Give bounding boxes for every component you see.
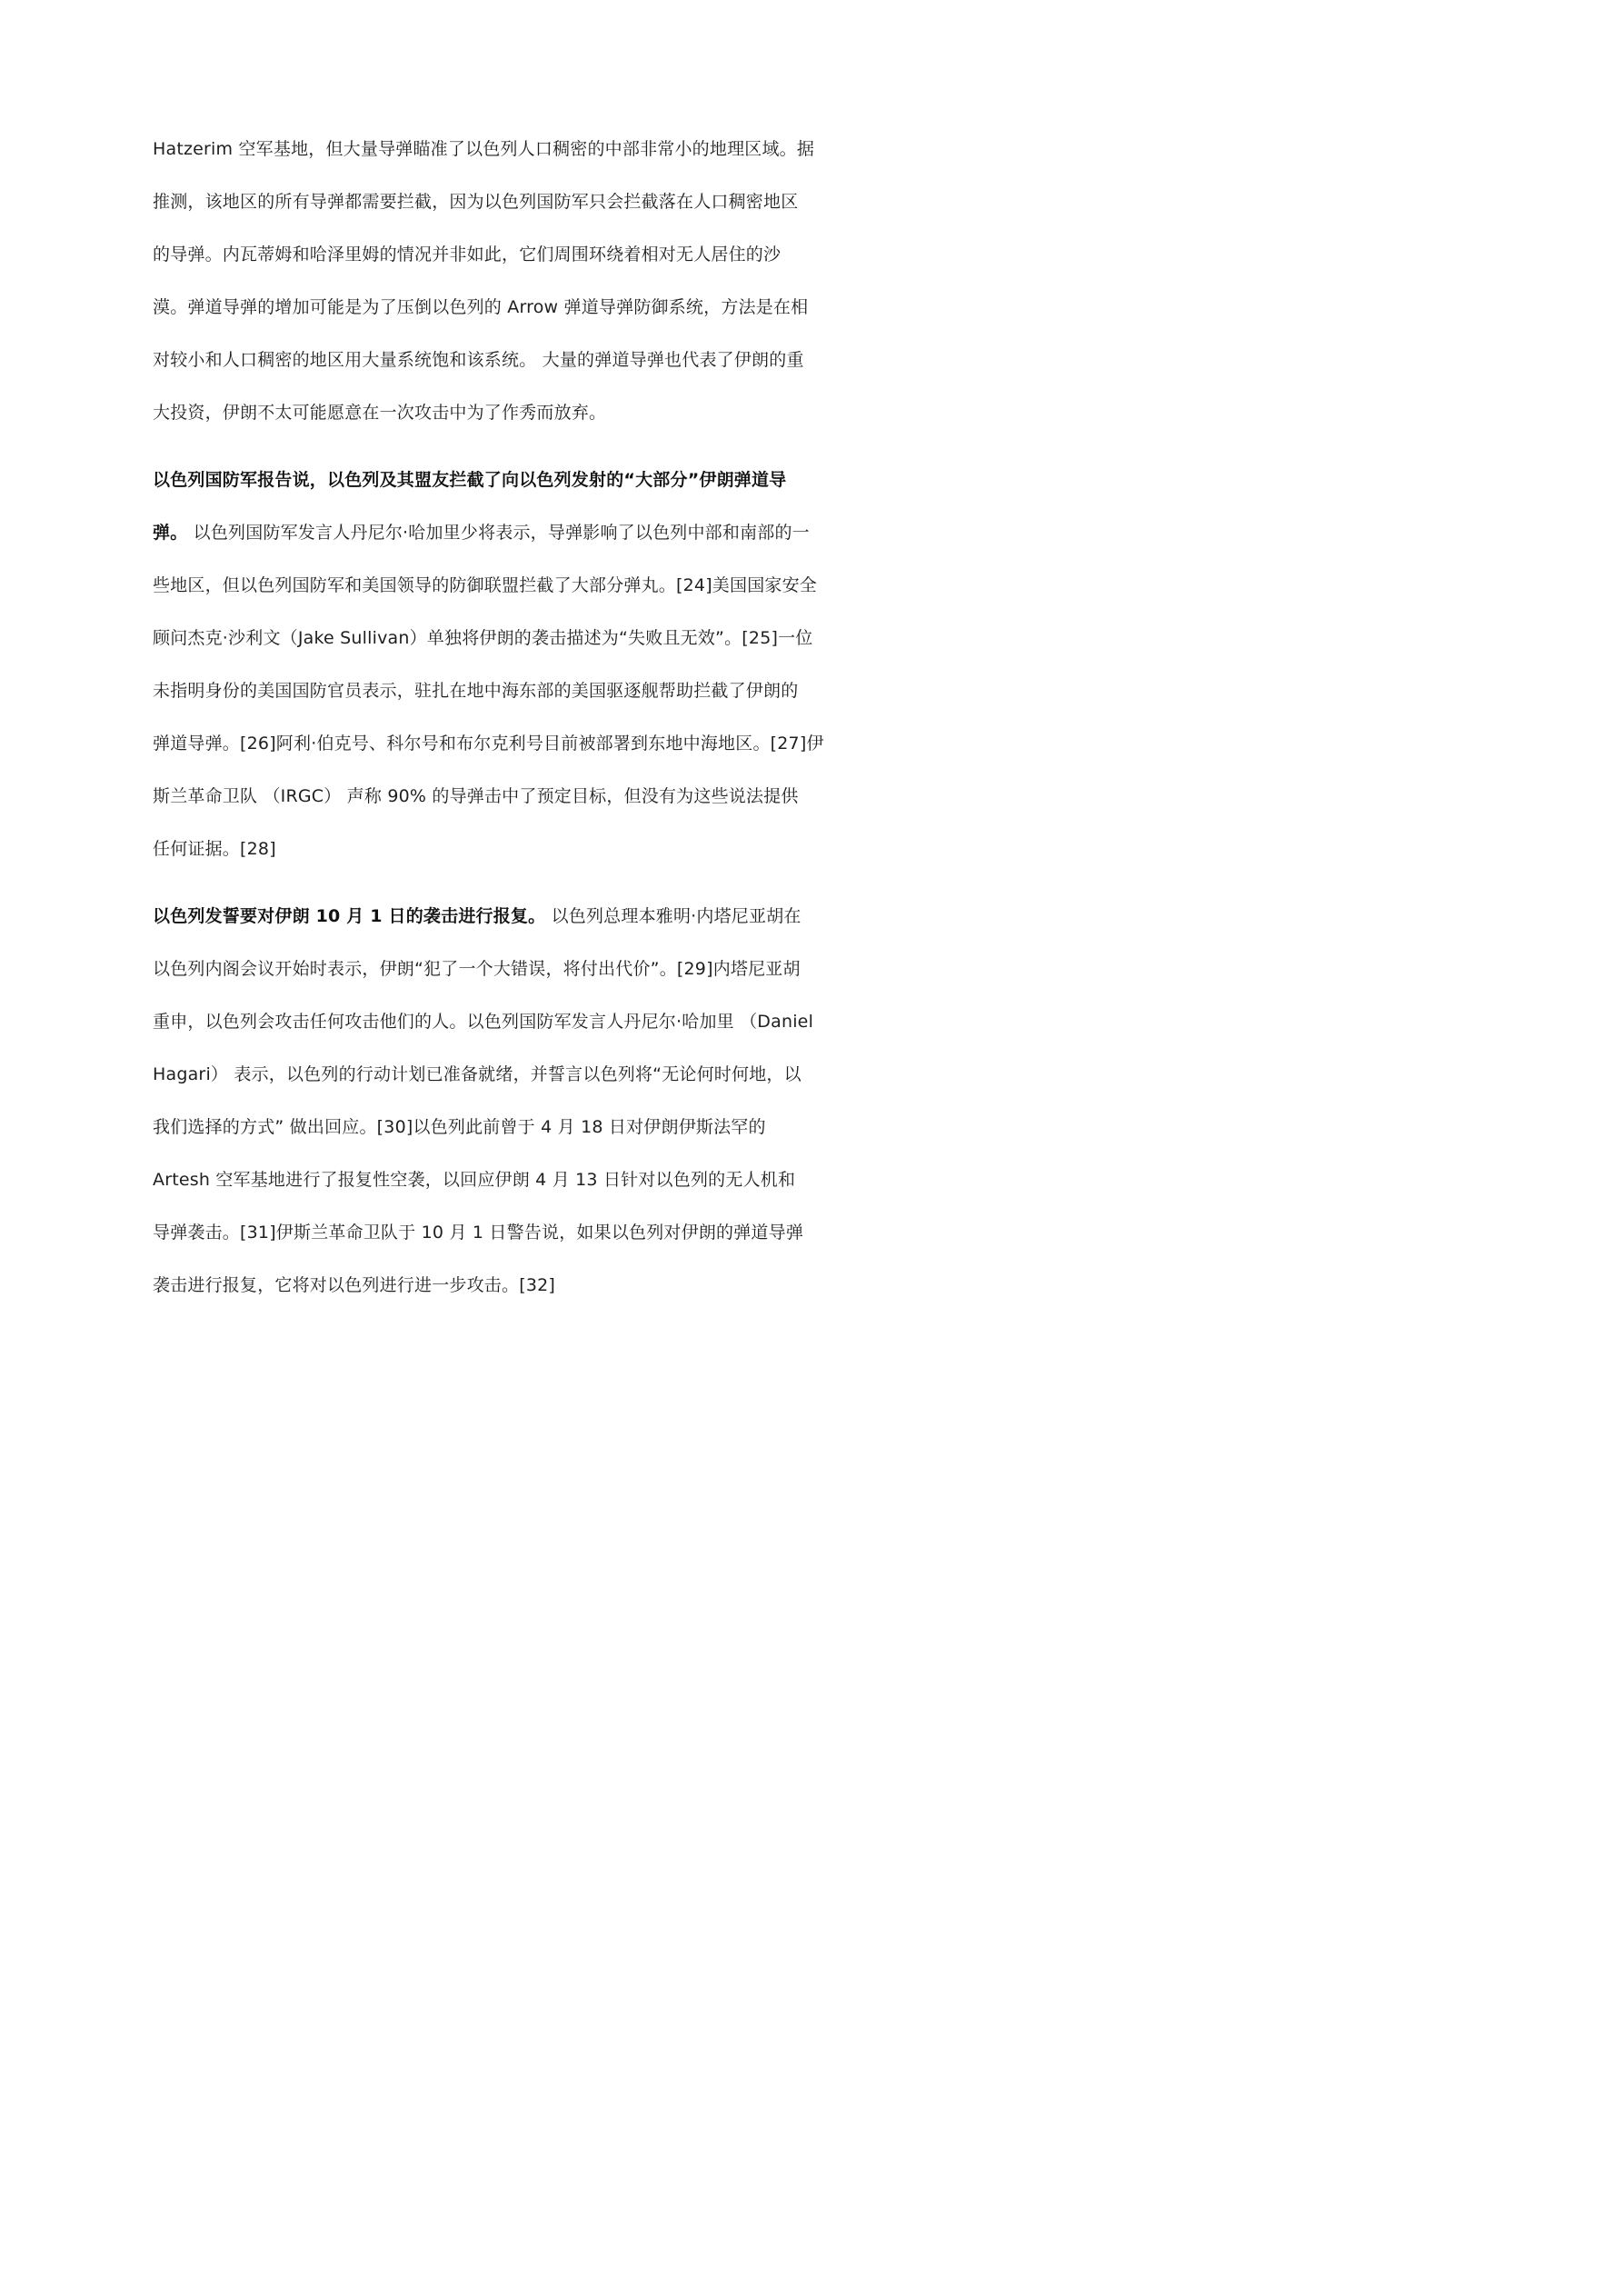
paragraph-line: 未指明身份的美国国防官员表示，驻扎在地中海东部的美国驱逐舰帮助拦截了伊朗的 [153,681,799,701]
paragraph-line [153,903,802,929]
paragraph-line: 导弹袭击。[31]伊斯兰革命卫队于 10 月 1 日警告说，如果以色列对伊朗的弹道导弹 [153,1223,804,1243]
paragraph-line: 推测，该地区的所有导弹都需要拦截，因为以色列国防军只会拦截落在人口稠密地区 [153,192,799,212]
paragraph-line [153,520,810,545]
document-page [0,0,1005,1422]
paragraph-line: 我们选择的方式” 做出回应。[30]以色列此前曾于 4 月 18 日对伊朗伊斯法罕的 [153,1117,766,1137]
paragraph-line: 任何证据。[28] [153,839,276,859]
paragraph-line: 重申，以色列会攻击任何攻击他们的人。以色列国防军发言人丹尼尔·哈加里 （Daniel [153,1012,814,1032]
paragraph-line: Hatzerim 空军基地，但大量导弹瞄准了以色列人口稠密的中部非常小的地理区域。据 [153,139,815,159]
paragraph-line: 弹道导弹。[26]阿利·伯克号、科尔号和布尔克利号目前被部署到东地中海地区。[27]伊 [153,734,824,754]
paragraph-line: 大投资，伊朗不太可能愿意在一次攻击中为了作秀而放弃。 [153,403,607,423]
paragraph-text: 以色列总理本雅明·内塔尼亚胡在 [545,906,802,926]
paragraph-heading-end: 弹。 [153,523,188,543]
paragraph-line: 斯兰革命卫队 （IRGC） 声称 90% 的导弹击中了预定目标，但没有为这些说法提供 [153,786,799,806]
paragraph-line: 对较小和人口稠密的地区用大量系统饱和该系统。 大量的弹道导弹也代表了伊朗的重 [153,350,804,370]
paragraph-line: 顾问杰克·沙利文（Jake Sullivan）单独将伊朗的袭击描述为“失败且无效”。[25]一位 [153,628,813,648]
paragraph-line: 的导弹。内瓦蒂姆和哈泽里姆的情况并非如此，它们周围环绕着相对无人居住的沙 [153,245,782,265]
paragraph-line: Hagari） 表示，以色列的行动计划已准备就绪，并誓言以色列将“无论何时何地，以 [153,1064,802,1084]
paragraph-line: 漠。弹道导弹的增加可能是为了压倒以色列的 Arrow 弹道导弹防御系统，方法是在相 [153,297,809,317]
paragraph-line: 以色列内阁会议开始时表示，伊朗“犯了一个大错误，将付出代价”。[29]内塔尼亚胡 [153,959,801,979]
paragraph-line: 袭击进行报复，它将对以色列进行进一步攻击。[32] [153,1275,556,1295]
paragraph-line: Artesh 空军基地进行了报复性空袭，以回应伊朗 4 月 13 日针对以色列的无人机和 [153,1170,796,1190]
paragraph-heading: 以色列发誓要对伊朗 10 月 1 日的袭击进行报复。 [153,906,546,926]
paragraph-line: 些地区，但以色列国防军和美国领导的防御联盟拦截了大部分弹丸。[24]美国国家安全 [153,575,818,595]
paragraph-text: 以色列国防军发言人丹尼尔·哈加里少将表示，导弹影响了以色列中部和南部的一 [187,523,810,543]
paragraph-heading: 以色列国防军报告说，以色列及其盟友拦截了向以色列发射的“大部分”伊朗弹道导 [153,470,787,490]
